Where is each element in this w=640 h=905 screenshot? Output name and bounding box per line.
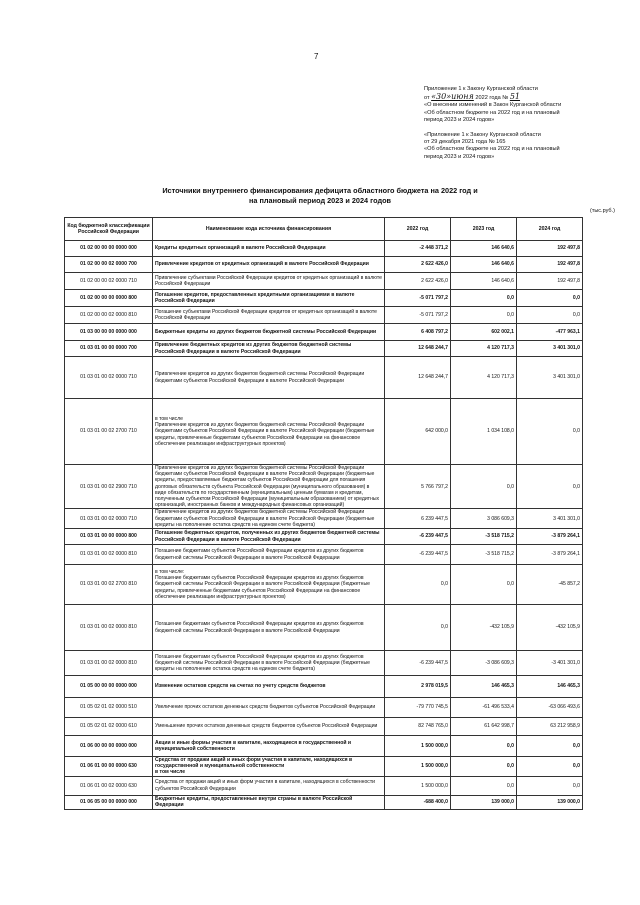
row-value-2024: -477 963,1 xyxy=(517,324,583,341)
row-value-2022: 2 978 019,5 xyxy=(385,676,451,698)
row-value-2023: 0,0 xyxy=(451,736,517,757)
row-value-2024: 3 401 301,0 xyxy=(517,341,583,357)
row-name: Привлечение бюджетных кредитов из других бюджетов бюджетной системы Российской Федерации в валюте Российской Федерации xyxy=(153,341,385,357)
row-code: 01 03 01 00 00 0000 700 xyxy=(65,341,153,357)
row-code: 01 03 01 00 02 2700 710 xyxy=(65,399,153,465)
appendix-reference-old xyxy=(424,132,620,161)
table-row xyxy=(65,718,583,736)
header-code: Код бюджетной классификации Российской Федерации xyxy=(65,218,153,241)
row-code: 01 02 00 00 02 0000 710 xyxy=(65,273,153,290)
table-row xyxy=(65,324,583,341)
appendix-line: период 2023 и 2024 годов» xyxy=(424,116,495,123)
row-value-2022: 2 622 426,0 xyxy=(385,257,451,273)
row-value-2024: 63 212 958,9 xyxy=(517,718,583,736)
date-prefix: от xyxy=(424,95,430,102)
row-name: в том числе: Погашение бюджетами субъектов Российской Федерации кредитов из других бюджетов бюджетной системы Российской Федерации в валюте Российской Федерации (бюджетные кредиты, привлеченные бюджетами субъектов Российской Федерации на финансовое обеспечение реализации инфраструктурных проектов) xyxy=(153,565,385,605)
table-row xyxy=(65,757,583,777)
row-value-2022: 6 408 797,2 xyxy=(385,324,451,341)
row-name: Уменьшение прочих остатков денежных средств бюджетов субъектов Российской Федерации xyxy=(153,718,385,736)
row-value-2022: -688 400,0 xyxy=(385,795,451,809)
row-value-2023: 0,0 xyxy=(451,757,517,777)
row-name: Погашение кредитов, предоставленных кредитными организациями в валюте Российской Федерации xyxy=(153,290,385,307)
table-row xyxy=(65,736,583,757)
row-value-2022: -6 239 447,5 xyxy=(385,545,451,565)
row-value-2023: 146 640,6 xyxy=(451,257,517,273)
row-name: Погашение бюджетами субъектов Российской Федерации кредитов из других бюджетов бюджетной системы Российской Федерации в валюте Российской Федерации (бюджетные кредиты на пополнение остатка средств на едином счете бюджета) xyxy=(153,651,385,676)
table-row xyxy=(65,399,583,465)
table-row xyxy=(65,509,583,529)
table-row xyxy=(65,307,583,324)
row-code: 01 05 00 00 00 0000 000 xyxy=(65,676,153,698)
row-value-2024: -3 879 264,1 xyxy=(517,529,583,545)
handwritten-date: «30»июня xyxy=(431,92,474,102)
row-code: 01 02 00 00 02 0000 810 xyxy=(65,307,153,324)
row-value-2023: 4 120 717,3 xyxy=(451,357,517,399)
row-name: Бюджетные кредиты, предоставленные внутри страны в валюте Российской Федерации xyxy=(153,795,385,809)
page-number: 7 xyxy=(314,52,319,61)
table-row xyxy=(65,529,583,545)
row-value-2023: 146 640,6 xyxy=(451,241,517,257)
header-name: Наименование кода источника финансирования xyxy=(153,218,385,241)
row-name: в том числе Привлечение кредитов из других бюджетов бюджетной системы Российской Федерации бюджетами субъектов Российской Федерации в валюте Российской Федерации (бюджетные кредиты, привлеченные бюджетами субъектов Российской Федерации на финансовое обеспечение реализации инфраструктурных проектов) xyxy=(153,399,385,465)
row-value-2022: 0,0 xyxy=(385,605,451,651)
row-value-2024: 0,0 xyxy=(517,776,583,795)
row-name: Привлечение кредитов из других бюджетов бюджетной системы Российской Федерации бюджетами субъектов Российской Федерации в валюте Российской Федерации (бюджетные кредиты на пополнение остатка средств на едином счете бюджета) xyxy=(153,509,385,529)
row-value-2024: 146 465,3 xyxy=(517,676,583,698)
row-value-2022: 1 500 000,0 xyxy=(385,776,451,795)
handwritten-number: 51 xyxy=(509,92,521,102)
row-name: Привлечение кредитов из других бюджетов бюджетной системы Российской Федерации бюджетами субъектов Российской Федерации в валюте Российской Федерации xyxy=(153,357,385,399)
table-row xyxy=(65,465,583,509)
row-name: Акции и иные формы участия в капитале, находящиеся в государственной и муниципальной собственности xyxy=(153,736,385,757)
row-value-2022: 82 748 765,0 xyxy=(385,718,451,736)
row-value-2024: 0,0 xyxy=(517,290,583,307)
row-value-2023: 0,0 xyxy=(451,465,517,509)
appendix-line: «Об областном бюджете на 2022 год и на плановый xyxy=(424,146,560,153)
row-value-2024: 0,0 xyxy=(517,465,583,509)
appendix-line: Приложение 1 к Закону Курганской области xyxy=(424,86,538,92)
row-name: Погашение бюджетных кредитов, полученных из других бюджетов бюджетной системы Российской Федерации в валюте Российской Федерации xyxy=(153,529,385,545)
table-row xyxy=(65,651,583,676)
row-name: Погашение бюджетами субъектов Российской Федерации кредитов из других бюджетов бюджетной системы Российской Федерации в валюте Российской Федерации xyxy=(153,605,385,651)
row-code: 01 03 00 00 00 0000 000 xyxy=(65,324,153,341)
row-name: Увеличение прочих остатков денежных средств бюджетов субъектов Российской Федерации xyxy=(153,698,385,718)
row-value-2024: 0,0 xyxy=(517,736,583,757)
row-value-2022: 5 766 797,2 xyxy=(385,465,451,509)
row-value-2023: 3 086 609,3 xyxy=(451,509,517,529)
row-code: 01 03 01 00 02 0000 810 xyxy=(65,605,153,651)
table-row xyxy=(65,273,583,290)
financing-sources-table xyxy=(64,217,583,810)
row-value-2024: 3 401 301,0 xyxy=(517,509,583,529)
row-value-2023: 61 642 998,7 xyxy=(451,718,517,736)
appendix-line: период 2023 и 2024 годов» xyxy=(424,153,495,160)
document-title xyxy=(100,186,540,205)
row-value-2023: 146 465,3 xyxy=(451,676,517,698)
row-value-2023: 0,0 xyxy=(451,307,517,324)
row-value-2023: 0,0 xyxy=(451,290,517,307)
table-row xyxy=(65,545,583,565)
row-code: 01 06 01 00 00 0000 630 xyxy=(65,757,153,777)
table-header-row xyxy=(65,218,583,241)
appendix-line: «Приложение 1 к Закону Курганской области xyxy=(424,132,541,138)
row-value-2024: -45 857,2 xyxy=(517,565,583,605)
row-value-2024: 139 000,0 xyxy=(517,795,583,809)
row-code: 01 05 02 01 02 0000 510 xyxy=(65,698,153,718)
row-value-2022: 0,0 xyxy=(385,565,451,605)
row-value-2023: 146 640,6 xyxy=(451,273,517,290)
row-value-2023: -3 518 715,2 xyxy=(451,529,517,545)
row-code: 01 02 00 00 02 0000 700 xyxy=(65,257,153,273)
row-code: 01 06 05 00 00 0000 000 xyxy=(65,795,153,809)
appendix-reference-new xyxy=(424,86,620,124)
date-year: 2022 года № xyxy=(475,95,509,102)
row-value-2023: -432 105,9 xyxy=(451,605,517,651)
row-code: 01 03 01 00 02 2900 710 xyxy=(65,465,153,509)
row-value-2023: 1 034 108,0 xyxy=(451,399,517,465)
row-code: 01 03 01 00 00 0000 800 xyxy=(65,529,153,545)
row-value-2024: 3 401 301,0 xyxy=(517,357,583,399)
row-value-2022: -2 448 371,2 xyxy=(385,241,451,257)
table-body xyxy=(65,241,583,810)
row-value-2024: 0,0 xyxy=(517,757,583,777)
header-2024: 2024 год xyxy=(517,218,583,241)
row-code: 01 03 01 00 02 2700 810 xyxy=(65,565,153,605)
table-row xyxy=(65,341,583,357)
row-value-2022: 6 239 447,5 xyxy=(385,509,451,529)
row-name: Изменение остатков средств на счетах по учету средств бюджетов xyxy=(153,676,385,698)
title-line: Источники внутреннего финансирования дефицита областного бюджета на 2022 год и xyxy=(162,186,478,195)
row-value-2023: 139 000,0 xyxy=(451,795,517,809)
row-value-2023: -3 086 609,3 xyxy=(451,651,517,676)
appendix-line: от 29 декабря 2021 года № 165 xyxy=(424,139,506,146)
row-code: 01 03 01 00 02 0000 710 xyxy=(65,357,153,399)
row-value-2024: -3 879 264,1 xyxy=(517,545,583,565)
row-value-2024: 192 497,8 xyxy=(517,273,583,290)
row-value-2022: -5 071 797,2 xyxy=(385,290,451,307)
table-row xyxy=(65,565,583,605)
table-row xyxy=(65,698,583,718)
title-line: на плановый период 2023 и 2024 годов xyxy=(248,195,392,205)
row-name: Погашение бюджетами субъектов Российской Федерации кредитов из других бюджетов бюджетной системы Российской Федерации в валюте Российской Федерации xyxy=(153,545,385,565)
header-2023: 2023 год xyxy=(451,218,517,241)
table-row xyxy=(65,605,583,651)
row-value-2024: -3 401 301,0 xyxy=(517,651,583,676)
row-value-2023: 602 002,1 xyxy=(451,324,517,341)
row-code: 01 06 00 00 00 0000 000 xyxy=(65,736,153,757)
row-value-2024: 192 497,8 xyxy=(517,241,583,257)
table-row xyxy=(65,257,583,273)
row-name: Привлечение кредитов из других бюджетов бюджетной системы Российской Федерации бюджетами субъектов Российской Федерации в валюте Российской Федерации (бюджетные кредиты, предоставляемые бюджетам субъектов Российской Федерации для погашения долговых обязательств субъекта Российской Федерации (муниципального образования) в виде обязательств по государственным (муниципальным) ценным бумагам и кредитам, полученным субъектом Российской Федерации (муниципальным образованием) от кредитных организаций, иностранных банков и международных финансовых организаций) xyxy=(153,465,385,509)
row-value-2023: 0,0 xyxy=(451,565,517,605)
units-label: (тыс.руб.) xyxy=(590,208,615,214)
row-value-2023: -3 518 715,2 xyxy=(451,545,517,565)
row-value-2022: -6 239 447,5 xyxy=(385,651,451,676)
table-row xyxy=(65,357,583,399)
row-value-2024: 0,0 xyxy=(517,399,583,465)
row-name: Средства от продажи акций и иных форм участия в капитале, находящихся в собственности субъектов Российской Федерации xyxy=(153,776,385,795)
row-value-2022: 1 500 000,0 xyxy=(385,736,451,757)
table-row xyxy=(65,241,583,257)
row-name: Кредиты кредитных организаций в валюте Российской Федерации xyxy=(153,241,385,257)
row-code: 01 03 01 00 02 0000 810 xyxy=(65,651,153,676)
row-code: 01 02 00 00 00 0000 000 xyxy=(65,241,153,257)
row-value-2023: 0,0 xyxy=(451,776,517,795)
row-value-2024: 0,0 xyxy=(517,307,583,324)
table-row xyxy=(65,290,583,307)
table-row xyxy=(65,795,583,809)
row-value-2022: 642 000,0 xyxy=(385,399,451,465)
table-row xyxy=(65,776,583,795)
row-code: 01 05 02 01 02 0000 610 xyxy=(65,718,153,736)
row-code: 01 02 00 00 00 0000 800 xyxy=(65,290,153,307)
row-value-2022: 1 500 000,0 xyxy=(385,757,451,777)
row-value-2022: -6 239 447,5 xyxy=(385,529,451,545)
row-name: Погашение субъектами Российской Федерации кредитов от кредитных организаций в валюте Российской Федерации xyxy=(153,307,385,324)
appendix-line: «Об областном бюджете на 2022 год и на плановый xyxy=(424,109,560,116)
row-name: Средства от продажи акций и иных форм участия в капитале, находящихся в государственной и муниципальной собственности в том числе xyxy=(153,757,385,777)
row-value-2024: -432 105,9 xyxy=(517,605,583,651)
row-name: Привлечение кредитов от кредитных организаций в валюте Российской Федерации xyxy=(153,257,385,273)
table-row xyxy=(65,676,583,698)
row-value-2022: 2 622 426,0 xyxy=(385,273,451,290)
row-value-2022: -79 770 745,5 xyxy=(385,698,451,718)
row-name: Бюджетные кредиты из других бюджетов бюджетной системы Российской Федерации xyxy=(153,324,385,341)
row-value-2022: -5 071 797,2 xyxy=(385,307,451,324)
row-value-2024: -63 066 493,6 xyxy=(517,698,583,718)
row-value-2024: 192 497,8 xyxy=(517,257,583,273)
row-name: Привлечение субъектами Российской Федерации кредитов от кредитных организаций в валюте Российской Федерации xyxy=(153,273,385,290)
row-value-2023: -61 496 533,4 xyxy=(451,698,517,718)
header-2022: 2022 год xyxy=(385,218,451,241)
row-code: 01 03 01 00 02 0000 710 xyxy=(65,509,153,529)
row-code: 01 03 01 00 02 0000 810 xyxy=(65,545,153,565)
row-value-2022: 12 648 244,7 xyxy=(385,341,451,357)
row-code: 01 06 01 00 02 0000 630 xyxy=(65,776,153,795)
row-value-2022: 12 648 244,7 xyxy=(385,357,451,399)
row-value-2023: 4 120 717,3 xyxy=(451,341,517,357)
appendix-line: «О внесении изменений в Закон Курганской области xyxy=(424,102,562,109)
